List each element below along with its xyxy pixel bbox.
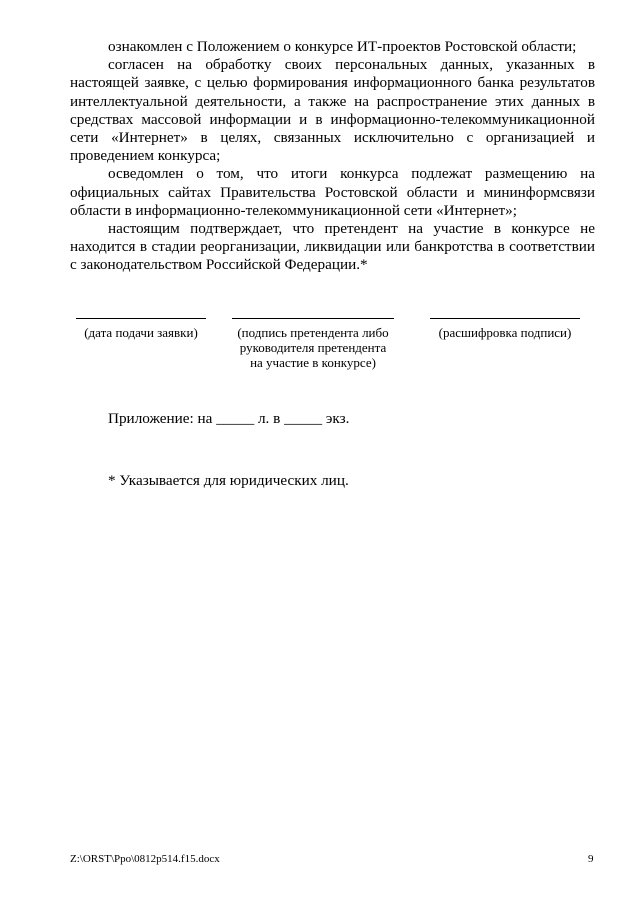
signature-caption-3: на участие в конкурсе) xyxy=(250,355,376,370)
date-caption: (дата подачи заявки) xyxy=(84,325,198,340)
paragraph-acquainted: ознакомлен с Положением о конкурсе ИТ-проектов Ростовской области; xyxy=(108,38,577,55)
body-text xyxy=(70,38,595,275)
paragraph-consent: согласен на обработку своих персональных данных, указанных в настоящей заявке, с целью формирования информационного банка результатов интеллектуальной деятельности, а также на распространение этих данных в средствах массовой информации и в информационно-телекоммуникационной сети «Интернет» в целях, связанных исключительно с организацией и проведением конкурса; xyxy=(70,56,595,165)
appendix-line: Приложение: на _____ л. в _____ экз. xyxy=(108,410,350,427)
page-number: 9 xyxy=(588,853,594,865)
paragraph-informed: осведомлен о том, что итоги конкурса подлежат размещению на официальных сайтах Правительства Ростовской области и мининформсвязи области в информационно-телекоммуникационной сети «Интернет»; xyxy=(70,165,595,219)
signature-field xyxy=(232,318,394,370)
decoding-field xyxy=(430,318,580,340)
decoding-line xyxy=(430,318,580,319)
paragraph-confirmation: настоящим подтверждает, что претендент на участие в конкурсе не находится в стадии реорганизации, ликвидации или банкротства в соответствии с законодательством Российской Федерации.* xyxy=(70,220,595,274)
date-line xyxy=(76,318,206,319)
footnote: * Указывается для юридических лиц. xyxy=(108,472,349,489)
date-field xyxy=(76,318,206,340)
footer-file-path: Z:\ORST\Ppo\0812p514.f15.docx xyxy=(70,853,220,865)
signature-block xyxy=(70,318,600,388)
decoding-caption: (расшифровка подписи) xyxy=(438,325,572,340)
signature-caption-2: руководителя претендента xyxy=(239,340,387,355)
signature-caption-1: (подпись претендента либо xyxy=(237,325,389,340)
signature-line xyxy=(232,318,394,319)
